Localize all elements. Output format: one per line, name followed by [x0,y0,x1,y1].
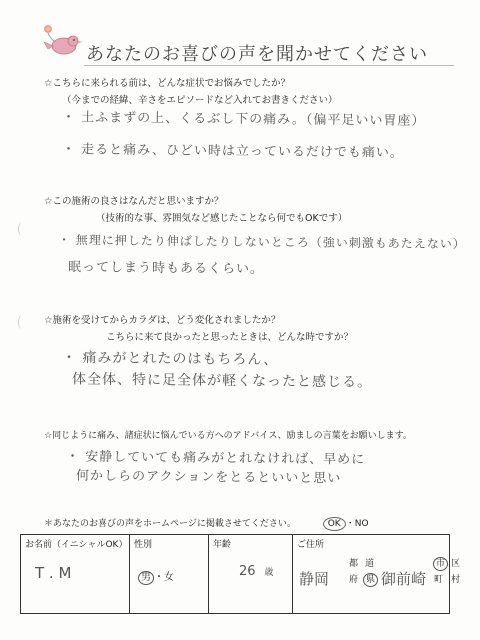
answer-1-line2: ・ 走ると痛み、ひどい時は立っているだけでも痛い。 [61,142,404,161]
answer-1-line1: ・ 土ふまずの上、くるぶし下の痛み。（偏平足いい胃座） [61,110,426,129]
answer-3-line2: 体全体、特に足全体が軽くなったと感じる。 [71,371,373,391]
age-value: 26 [239,564,256,579]
ku-label: 区 [451,559,461,569]
answer-4-line1: ・ 安静していても痛みがとれなければ、早めに [65,449,366,468]
personal-info-table [20,534,461,614]
gender-label: 性別 [134,540,153,550]
ken-circled: 県 [363,573,378,587]
title-underline [84,65,454,66]
question-2-line2: （技術的な事、雰囲気など感じたことなら何でもOKです） [96,213,348,224]
answer-4-line2: 何かしらのアクションをとるといいと思い [75,468,342,487]
name-label: お名前（イニシャルOK） [25,540,128,550]
question-1-line1: ☆こちらに来られる前は、どんな症状でお悩みでしたか？ [44,78,291,89]
question-4 [44,428,412,441]
answer-3-line1: ・ 痛みがとれたのはもちろん、 [61,349,279,369]
page-title: あなたのお喜びの声を聞かせてください [86,44,428,65]
gender-female[interactable]: 女 [164,572,174,583]
shi-circled: 市 [433,557,448,571]
publish-consent-text: ＊あなたのお喜びの声をホームページに掲載させてください。 [44,519,296,529]
punch-hole-mark-2 [18,315,26,329]
address-label: ご住所 [297,540,325,550]
age-cell[interactable] [209,535,293,614]
consent-ok-circled[interactable]: OK [323,517,346,531]
question-4-line1: ☆同じように痛み、諸症状に悩んでいる方へのアドバイス、励ましの言葉をお願いします。 [44,431,412,441]
mura-label: 村 [451,575,461,585]
machi-label: 町 [434,575,444,585]
bird-logo-icon [40,22,84,62]
prefecture-value: 静岡 [299,570,330,588]
age-unit: 歳 [264,568,274,578]
consent-no[interactable]: NO [354,519,369,529]
answer-2-line2: 眠ってしまう時もあるくらい。 [67,259,265,278]
city-value: 御前崎 [381,570,427,588]
gender-cell[interactable] [130,535,209,614]
gender-separator: ・ [154,572,164,583]
do-label: 道 [365,559,375,569]
consent-separator: ・ [345,519,355,529]
question-2 [44,193,347,224]
question-1-line2: （今までの経緯、辛さをエピソードなど入れてお書きください） [62,95,338,106]
fu-label: 府 [349,575,359,585]
answer-2-line1: ・ 無理に押したり伸ばしたりしないところ（強い刺激もあたえない） [57,232,466,252]
to-label: 都 [349,559,359,569]
name-cell[interactable] [21,535,130,614]
name-value: T . M [35,564,72,582]
question-3 [44,312,353,343]
question-3-line1: ☆施術を受けてからカラダは、どう変化されましたか？ [44,315,281,326]
age-label: 年齢 [213,540,232,550]
gender-male-circled[interactable]: 男 [138,571,154,585]
address-cell[interactable] [293,535,461,614]
question-2-line1: ☆この施術の良さはなんだと思いますか？ [44,196,224,207]
header [40,22,480,65]
publish-consent [44,516,369,531]
question-1 [44,75,338,106]
punch-hole-mark [18,222,26,236]
question-3-line2: こちらに来て良かったと思ったときは、どんな時ですか？ [106,332,354,343]
